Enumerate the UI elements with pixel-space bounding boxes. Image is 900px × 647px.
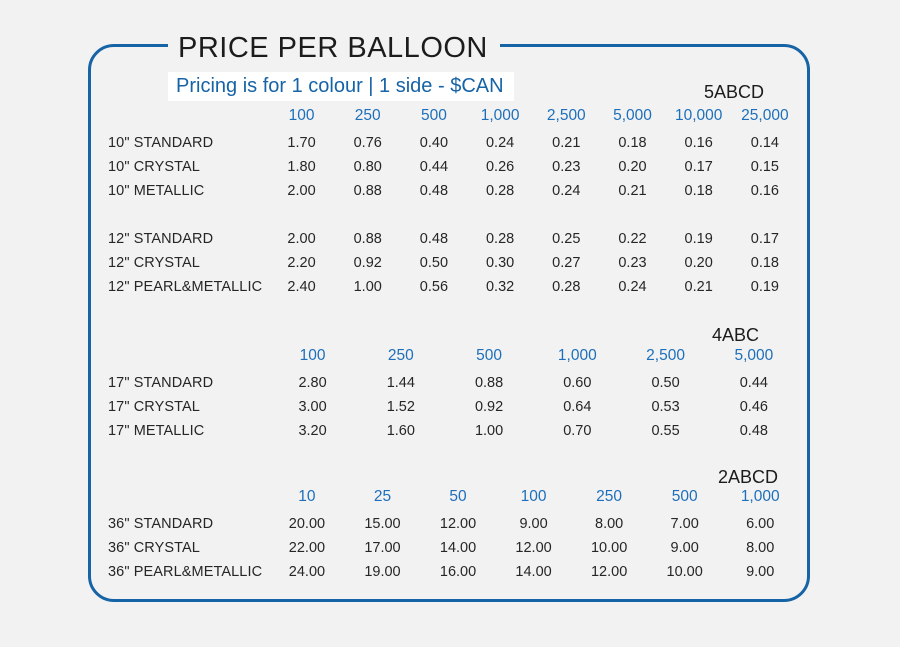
price-cell: 0.48 <box>419 231 449 247</box>
column-header: 25,000 <box>741 107 789 124</box>
price-cell: 1.60 <box>386 423 415 439</box>
column-header: 1,000 <box>557 347 597 364</box>
table-header-row <box>108 485 798 512</box>
price-cell: 0.53 <box>651 399 680 415</box>
price-cell: 15.00 <box>364 516 401 532</box>
price-cell: 10.00 <box>590 540 628 556</box>
price-cell: 0.18 <box>684 183 713 199</box>
price-cell: 0.25 <box>552 231 581 247</box>
row-label: 36" CRYSTAL <box>108 540 200 556</box>
price-cell: 12.00 <box>515 540 552 556</box>
price-cell: 0.16 <box>750 183 779 199</box>
price-cell: 19.00 <box>364 564 401 580</box>
price-cell: 0.14 <box>750 135 779 151</box>
price-cell: 0.80 <box>353 159 382 175</box>
table-row <box>108 275 798 299</box>
price-cell: 2.00 <box>287 183 316 199</box>
row-label: 36" PEARL&METALLIC <box>108 564 263 580</box>
price-cell: 2.00 <box>287 231 316 247</box>
column-header: 100 <box>288 107 315 124</box>
price-cell: 0.50 <box>419 255 449 271</box>
price-cell: 0.26 <box>485 159 515 175</box>
price-cell: 1.80 <box>287 159 316 175</box>
price-cell: 0.24 <box>618 279 647 295</box>
column-header: 250 <box>354 107 381 124</box>
price-cell: 7.00 <box>670 516 699 532</box>
price-cell: 1.52 <box>386 399 415 415</box>
price-cell: 0.17 <box>750 231 779 247</box>
price-cell: 0.46 <box>739 399 768 415</box>
price-cell: 9.00 <box>746 564 775 580</box>
table-row <box>108 395 798 419</box>
price-cell: 0.28 <box>552 279 581 295</box>
price-cell: 0.21 <box>684 279 713 295</box>
row-label: 12" PEARL&METALLIC <box>108 279 263 295</box>
page-subtitle: Pricing is for 1 colour | 1 side - $CAN <box>176 75 504 97</box>
column-header: 2,500 <box>646 347 685 364</box>
price-cell: 0.40 <box>419 135 449 151</box>
price-cell: 0.64 <box>563 399 592 415</box>
column-header: 100 <box>299 347 326 364</box>
column-header: 25 <box>373 488 392 505</box>
price-cell: 22.00 <box>288 540 326 556</box>
page-title: PRICE PER BALLOON <box>178 32 488 64</box>
price-cell: 8.00 <box>746 540 775 556</box>
price-cell: 0.15 <box>750 159 779 175</box>
price-cell: 16.00 <box>439 564 477 580</box>
page-title-wrap <box>168 30 500 66</box>
page-subtitle-wrap <box>168 72 514 101</box>
price-cell: 12.00 <box>439 516 477 532</box>
group-code-5abcd: 5ABCD <box>704 82 765 102</box>
price-cell: 12.00 <box>590 564 628 580</box>
price-cell: 0.21 <box>552 135 581 151</box>
price-cell: 0.70 <box>563 423 592 439</box>
price-cell: 24.00 <box>288 564 326 580</box>
price-cell: 0.88 <box>353 183 382 199</box>
row-label-header <box>108 344 268 371</box>
table-row <box>108 536 798 560</box>
row-label: 10" STANDARD <box>108 135 214 151</box>
price-cell: 0.16 <box>684 135 713 151</box>
price-cell: 0.19 <box>684 231 713 247</box>
group-code-4abc: 4ABC <box>712 325 760 345</box>
price-cell: 0.27 <box>552 255 581 271</box>
price-cell: 2.80 <box>298 375 327 391</box>
price-cell: 10.00 <box>666 564 703 580</box>
price-cell: 14.00 <box>515 564 552 580</box>
price-cell: 6.00 <box>746 516 775 532</box>
price-tables <box>108 82 798 592</box>
table-row <box>108 560 798 584</box>
row-label: 12" CRYSTAL <box>108 255 200 271</box>
column-header: 500 <box>671 488 698 505</box>
table-row <box>108 419 798 443</box>
price-cell: 3.00 <box>298 399 327 415</box>
row-label: 17" STANDARD <box>108 375 214 391</box>
row-label-header <box>108 104 268 131</box>
price-cell: 0.24 <box>485 135 515 151</box>
price-cell: 0.92 <box>474 399 504 415</box>
price-cell: 0.32 <box>485 279 515 295</box>
price-cell: 2.40 <box>287 279 316 295</box>
row-label-header <box>108 485 269 512</box>
column-header: 250 <box>596 488 623 505</box>
price-cell: 0.44 <box>419 159 449 175</box>
price-table-2abcd <box>108 485 798 584</box>
table-row <box>108 371 798 395</box>
price-cell: 0.48 <box>739 423 768 439</box>
price-cell: 0.44 <box>739 375 768 391</box>
row-label: 36" STANDARD <box>108 516 214 532</box>
table-row <box>108 155 798 179</box>
price-cell: 20.00 <box>288 516 326 532</box>
price-cell: 3.20 <box>298 423 327 439</box>
price-cell: 0.48 <box>419 183 449 199</box>
column-header: 5,000 <box>613 107 652 124</box>
price-cell: 0.28 <box>485 183 515 199</box>
row-label: 17" CRYSTAL <box>108 399 200 415</box>
price-cell: 0.20 <box>618 159 647 175</box>
price-cell: 1.00 <box>353 279 382 295</box>
column-header: 1,000 <box>740 488 780 505</box>
column-header: 1,000 <box>480 107 520 124</box>
row-label: 10" CRYSTAL <box>108 159 200 175</box>
price-cell: 0.18 <box>618 135 647 151</box>
price-cell: 0.21 <box>618 183 647 199</box>
table-row <box>108 131 798 155</box>
price-cell: 0.30 <box>485 255 515 271</box>
row-label: 12" STANDARD <box>108 231 214 247</box>
price-cell: 0.92 <box>353 255 382 271</box>
price-cell: 2.20 <box>287 255 316 271</box>
price-cell: 0.88 <box>474 375 504 391</box>
column-header: 2,500 <box>546 107 586 124</box>
price-cell: 0.28 <box>485 231 515 247</box>
group-code-2abcd: 2ABCD <box>718 467 779 487</box>
price-cell: 0.20 <box>684 255 713 271</box>
table-row <box>108 179 798 203</box>
price-cell: 0.56 <box>419 279 449 295</box>
price-cell: 0.24 <box>552 183 581 199</box>
price-cell: 8.00 <box>595 516 624 532</box>
price-cell: 1.00 <box>474 423 504 439</box>
price-table-4abc <box>108 344 798 443</box>
table-spacer-row <box>108 203 798 227</box>
price-cell: 0.55 <box>651 423 680 439</box>
table-row <box>108 512 798 536</box>
price-cell: 0.60 <box>563 375 592 391</box>
price-cell: 0.23 <box>618 255 647 271</box>
column-header: 100 <box>520 488 547 505</box>
table-header-row <box>108 344 798 371</box>
price-cell: 9.00 <box>670 540 699 556</box>
price-cell: 0.17 <box>684 159 713 175</box>
row-label: 10" METALLIC <box>108 183 205 199</box>
column-header: 500 <box>420 107 447 124</box>
price-cell: 0.18 <box>750 255 779 271</box>
price-cell: 0.19 <box>750 279 779 295</box>
price-cell: 0.23 <box>552 159 581 175</box>
table-row <box>108 251 798 275</box>
column-header: 500 <box>476 347 503 364</box>
table-row <box>108 227 798 251</box>
price-cell: 14.00 <box>439 540 477 556</box>
column-header: 250 <box>387 347 414 364</box>
price-cell: 0.88 <box>353 231 382 247</box>
table-header-row <box>108 104 798 131</box>
price-cell: 0.22 <box>618 231 647 247</box>
price-cell: 1.44 <box>386 375 415 391</box>
price-cell: 9.00 <box>519 516 548 532</box>
column-header: 10 <box>298 488 316 505</box>
price-cell: 0.50 <box>651 375 680 391</box>
column-header: 50 <box>449 488 467 505</box>
row-label: 17" METALLIC <box>108 423 205 439</box>
column-header: 5,000 <box>734 347 774 364</box>
price-cell: 1.70 <box>287 135 316 151</box>
price-cell: 0.76 <box>353 135 382 151</box>
column-header: 10,000 <box>674 107 723 124</box>
price-cell: 17.00 <box>364 540 401 556</box>
price-table-5abcd <box>108 104 798 299</box>
